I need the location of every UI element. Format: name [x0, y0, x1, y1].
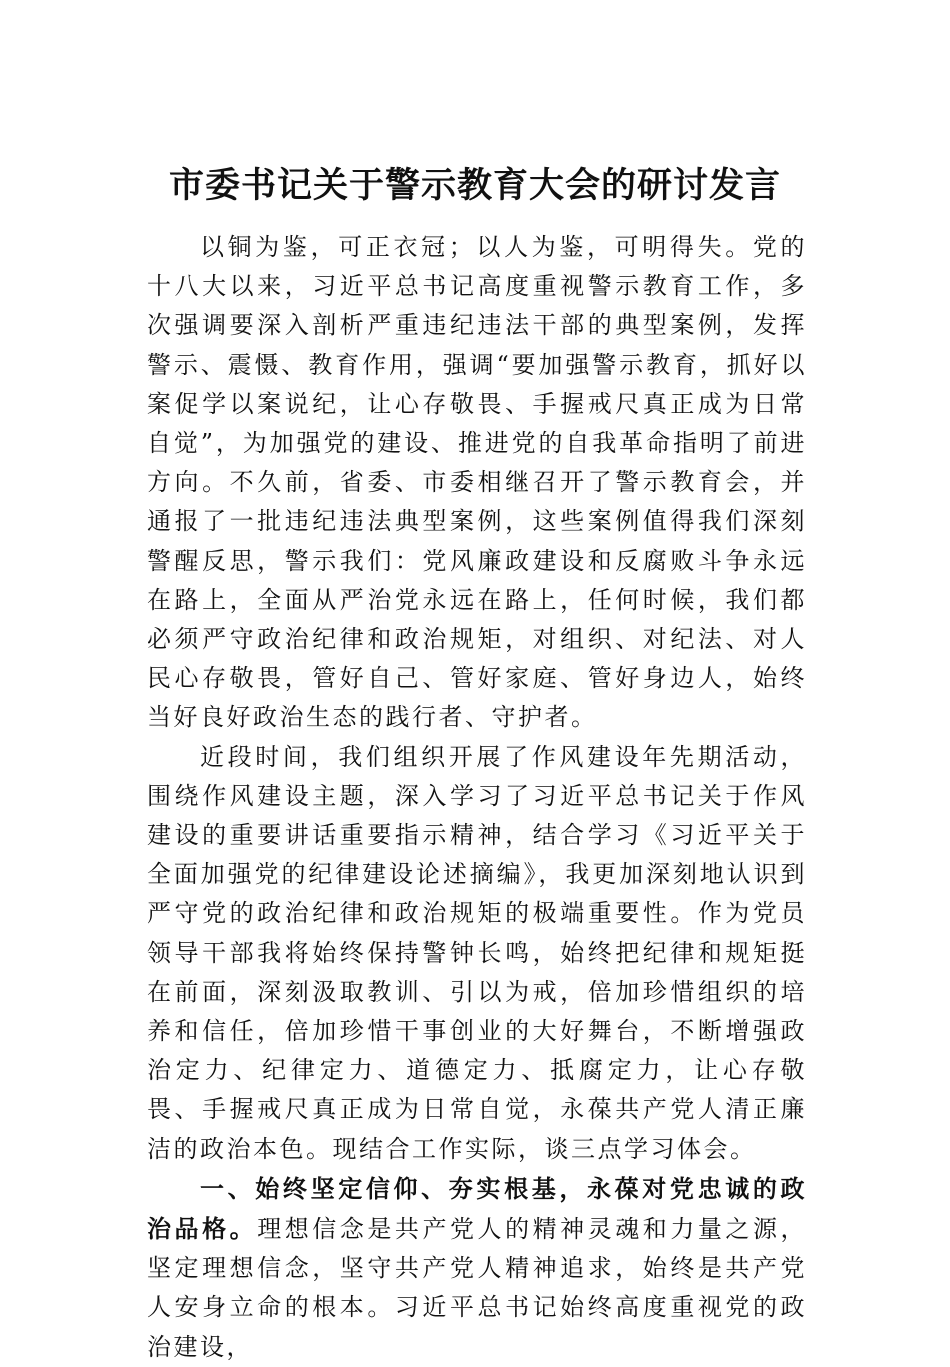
paragraph-study: 近段时间，我们组织开展了作风建设年先期活动，围绕作风建设主题，深入学习了习近平总书记关于作风建设的重要讲话重要指示精神，结合学习《习近平关于全面加强党的纪律建设论述摘编》，我更加深刻地认识到严守党的政治纪律和政治规矩的极端重要性。作为党员领导干部我将始终保持警钟长鸣，始终把纪律和规矩挺在前面，深刻汲取教训、引以为戒，倍加珍惜组织的培养和信任，倍加珍惜干事创业的大好舞台，不断增强政治定力、纪律定力、道德定力、抵腐定力，让心存敬畏、手握戒尺真正成为日常自觉，永葆共产党人清正廉洁的政治本色。现结合工作实际，谈三点学习体会。 — [147, 742, 807, 1163]
paragraph-intro: 以铜为鉴，可正衣冠；以人为鉴，可明得失。党的十八大以来，习近平总书记高度重视警示教育工作，多次强调要深入剖析严重违纪违法干部的典型案例，发挥警示、震慑、教育作用，强调“要加强警示教育，抓好以案促学以案说纪，让心存敬畏、手握戒尺真正成为日常自觉”，为加强党的建设、推进党的自我革命指明了前进方向。不久前，省委、市委相继召开了警示教育会，并通报了一批违纪违法典型案例，这些案例值得我们深刻警醒反思，警示我们：党风廉政建设和反腐败斗争永远在路上，全面从严治党永远在路上，任何时候，我们都必须严守政治纪律和政治规矩，对组织、对纪法、对人民心存敬畏，管好自己、管好家庭、管好身边人，始终当好良好政治生态的践行者、守护者。 — [147, 233, 807, 732]
document-body — [147, 228, 807, 1367]
document-title: 市委书记关于警示教育大会的研讨发言 — [168, 165, 781, 206]
paragraph-section-one — [147, 1169, 807, 1367]
section-heading-one: 一、始终坚定信仰、夯实根基，永葆对党忠诚的政治品格。 — [147, 1173, 807, 1244]
section-one-text: 理想信念是共产党人的精神灵魂和力量之源，坚定理想信念，坚守共产党人精神追求，始终是共产党人安身立命的根本。习近平总书记始终高度重视党的政治建设， — [147, 1215, 808, 1361]
